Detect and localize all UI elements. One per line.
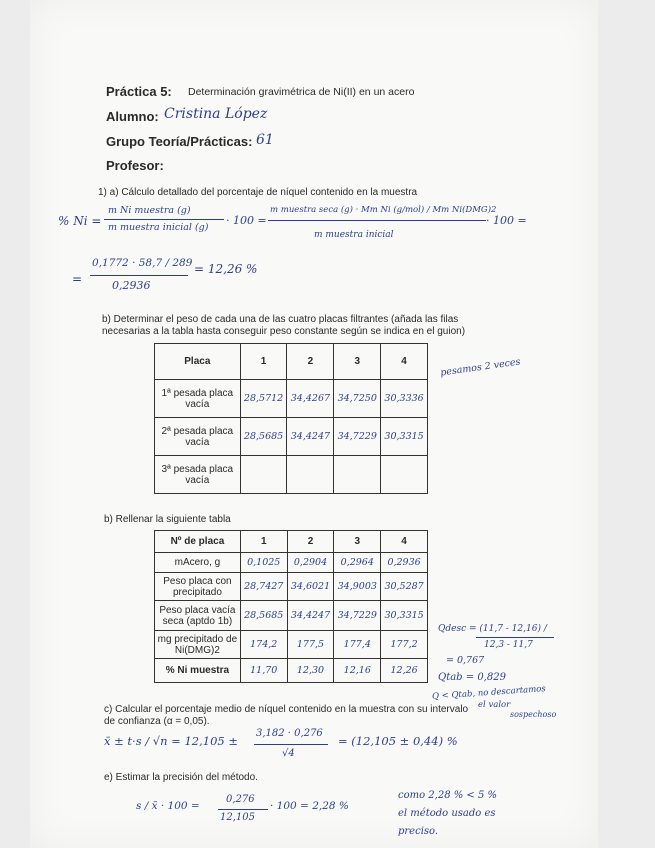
formula-e: s / x̄ · 100 = (136, 800, 200, 812)
q-calc-result: = 0,767 (446, 655, 485, 666)
table-cell: 0,1025 (240, 553, 287, 573)
table-row (155, 553, 428, 573)
table-header: 3 (334, 531, 381, 553)
frac1-bar (104, 219, 224, 220)
row-label: Peso placa vacía seca (aptdo 1b) (155, 601, 241, 631)
calc-denominator: 0,2936 (112, 279, 151, 292)
table-cell: 177,5 (287, 631, 334, 659)
table-row (155, 659, 428, 683)
placas-table (154, 343, 428, 494)
results-table (154, 530, 428, 683)
table-cell: 28,5685 (240, 601, 287, 631)
table-cell: 28,5712 (240, 380, 287, 418)
table-cell: 28,7427 (240, 573, 287, 601)
table-cell (287, 456, 334, 494)
table-cell (381, 456, 428, 494)
c-frac-numerator: 3,182 · 0,276 (256, 728, 323, 739)
question-a: 1) a) Cálculo detallado del porcentaje de níquel contenido en la muestra (98, 187, 418, 198)
frac2-bar (268, 220, 486, 221)
alumno-value: Cristina López (164, 106, 268, 122)
table-row (155, 601, 428, 631)
question-b2: b) Rellenar la siguiente tabla (104, 514, 231, 525)
c-frac-bar (254, 744, 328, 745)
table-header: Placa (155, 344, 241, 380)
formula-lhs: % Ni = (58, 214, 102, 228)
row-label: 1ª pesada placa vacía (155, 380, 241, 418)
table-header: Nº de placa (155, 531, 241, 553)
table-cell: 34,7250 (334, 380, 381, 418)
row-label: Peso placa con precipitado (155, 573, 241, 601)
table-header: 2 (287, 531, 334, 553)
row-label: mg precipitado de Ni(DMG)2 (155, 631, 241, 659)
table-cell (240, 456, 287, 494)
frac1-numerator: m Ni muestra (g) (108, 205, 191, 216)
q-note-1: Q < Qtab, no descartamos (431, 684, 547, 702)
question-b-line1: b) Determinar el peso de cada una de las cuatro placas filtrantes (añada las filas (102, 314, 459, 325)
mult2: · 100 = (486, 214, 527, 227)
q-note-3: sospechoso (510, 710, 557, 719)
table-cell: 30,3336 (381, 380, 428, 418)
grupo-value: 61 (256, 132, 274, 148)
table-cell: 30,5287 (381, 573, 428, 601)
table-row (155, 631, 428, 659)
table-cell: 30,3315 (381, 601, 428, 631)
table-cell (334, 456, 381, 494)
mult1: · 100 = (226, 214, 267, 227)
calc-result: = 12,26 % (194, 262, 258, 276)
alumno-label: Alumno: (106, 109, 159, 124)
table-cell: 177,4 (334, 631, 381, 659)
row-label: 3ª pesada placa vacía (155, 456, 241, 494)
table-cell: 177,2 (381, 631, 428, 659)
practica-label: Práctica 5: (106, 84, 172, 99)
table-header: 3 (334, 344, 381, 380)
e-note-2: el método usado es (398, 808, 496, 819)
table-cell: 34,9003 (334, 573, 381, 601)
table-cell: 12,16 (334, 659, 381, 683)
table-row (155, 573, 428, 601)
table-header: 1 (240, 344, 287, 380)
row-label: mAcero, g (155, 553, 241, 573)
table-cell: 34,4267 (287, 380, 334, 418)
table-header: 4 (381, 531, 428, 553)
q-calc-denominator: 12,3 - 11,7 (484, 640, 533, 650)
table-header: 4 (381, 344, 428, 380)
table-row (155, 380, 428, 418)
table-cell: 34,4247 (287, 418, 334, 456)
calc-bar (90, 275, 188, 276)
calc-numerator: 0,1772 · 58,7 / 289 (92, 257, 193, 269)
table-cell: 12,26 (381, 659, 428, 683)
q-note-2: el valor (478, 700, 511, 710)
e-frac-denominator: 12,105 (220, 812, 255, 823)
table-cell: 34,4247 (287, 601, 334, 631)
table-row (155, 456, 428, 494)
e-note-3: preciso. (398, 826, 439, 837)
table-cell: 12,30 (287, 659, 334, 683)
row-label: 2ª pesada placa vacía (155, 418, 241, 456)
table-row (155, 418, 428, 456)
question-e: e) Estimar la precisión del método. (104, 772, 258, 783)
table-cell: 30,3315 (381, 418, 428, 456)
profesor-label: Profesor: (106, 158, 164, 173)
q-calc: Qdesc = (11,7 - 12,16) / (438, 624, 547, 634)
table-header-row (155, 344, 428, 380)
table-cell: 0,2964 (334, 553, 381, 573)
e-result: · 100 = 2,28 % (270, 800, 349, 812)
table-cell: 174,2 (240, 631, 287, 659)
q-tab: Qtab = 0,829 (438, 672, 506, 683)
q-calc-bar (476, 637, 554, 638)
table-header: 1 (240, 531, 287, 553)
side-note: pesamos 2 veces (439, 356, 522, 379)
e-frac-numerator: 0,276 (226, 794, 255, 805)
c-frac-denominator: √4 (282, 748, 295, 759)
table-cell: 28,5685 (240, 418, 287, 456)
row-label: % Ni muestra (155, 659, 241, 683)
e-frac-bar (218, 809, 268, 810)
table-cell: 0,2936 (381, 553, 428, 573)
table-cell: 34,7229 (334, 601, 381, 631)
table-cell: 34,6021 (287, 573, 334, 601)
frac2-numerator: m muestra seca (g) · Mm Ni (g/mol) / Mm Ni(DMG)2 (270, 205, 497, 215)
c-result: = (12,105 ± 0,44) % (338, 734, 458, 748)
calc-eq: = (72, 272, 83, 286)
table-cell: 11,70 (240, 659, 287, 683)
table-cell: 0,2904 (287, 553, 334, 573)
practica-title: Determinación gravimétrica de Ni(II) en un acero (188, 86, 415, 98)
table-header-row (155, 531, 428, 553)
grupo-label: Grupo Teoría/Prácticas: (106, 134, 253, 149)
e-note-1: como 2,28 % < 5 % (398, 790, 498, 801)
table-cell: 34,7229 (334, 418, 381, 456)
frac1-denominator: m muestra inicial (g) (108, 222, 209, 233)
table-header: 2 (287, 344, 334, 380)
question-b-line2: necesarias a la tabla hasta conseguir peso constante según se indica en el guion) (102, 326, 466, 337)
formula-c: x̄ ± t·s / √n = 12,105 ± (104, 734, 239, 748)
question-c-line1: c) Calcular el porcentaje medio de níquel contenido en la muestra con su intervalo (104, 704, 469, 715)
question-c-line2: de confianza (α = 0,05). (104, 716, 210, 727)
frac2-denominator: m muestra inicial (314, 230, 394, 240)
